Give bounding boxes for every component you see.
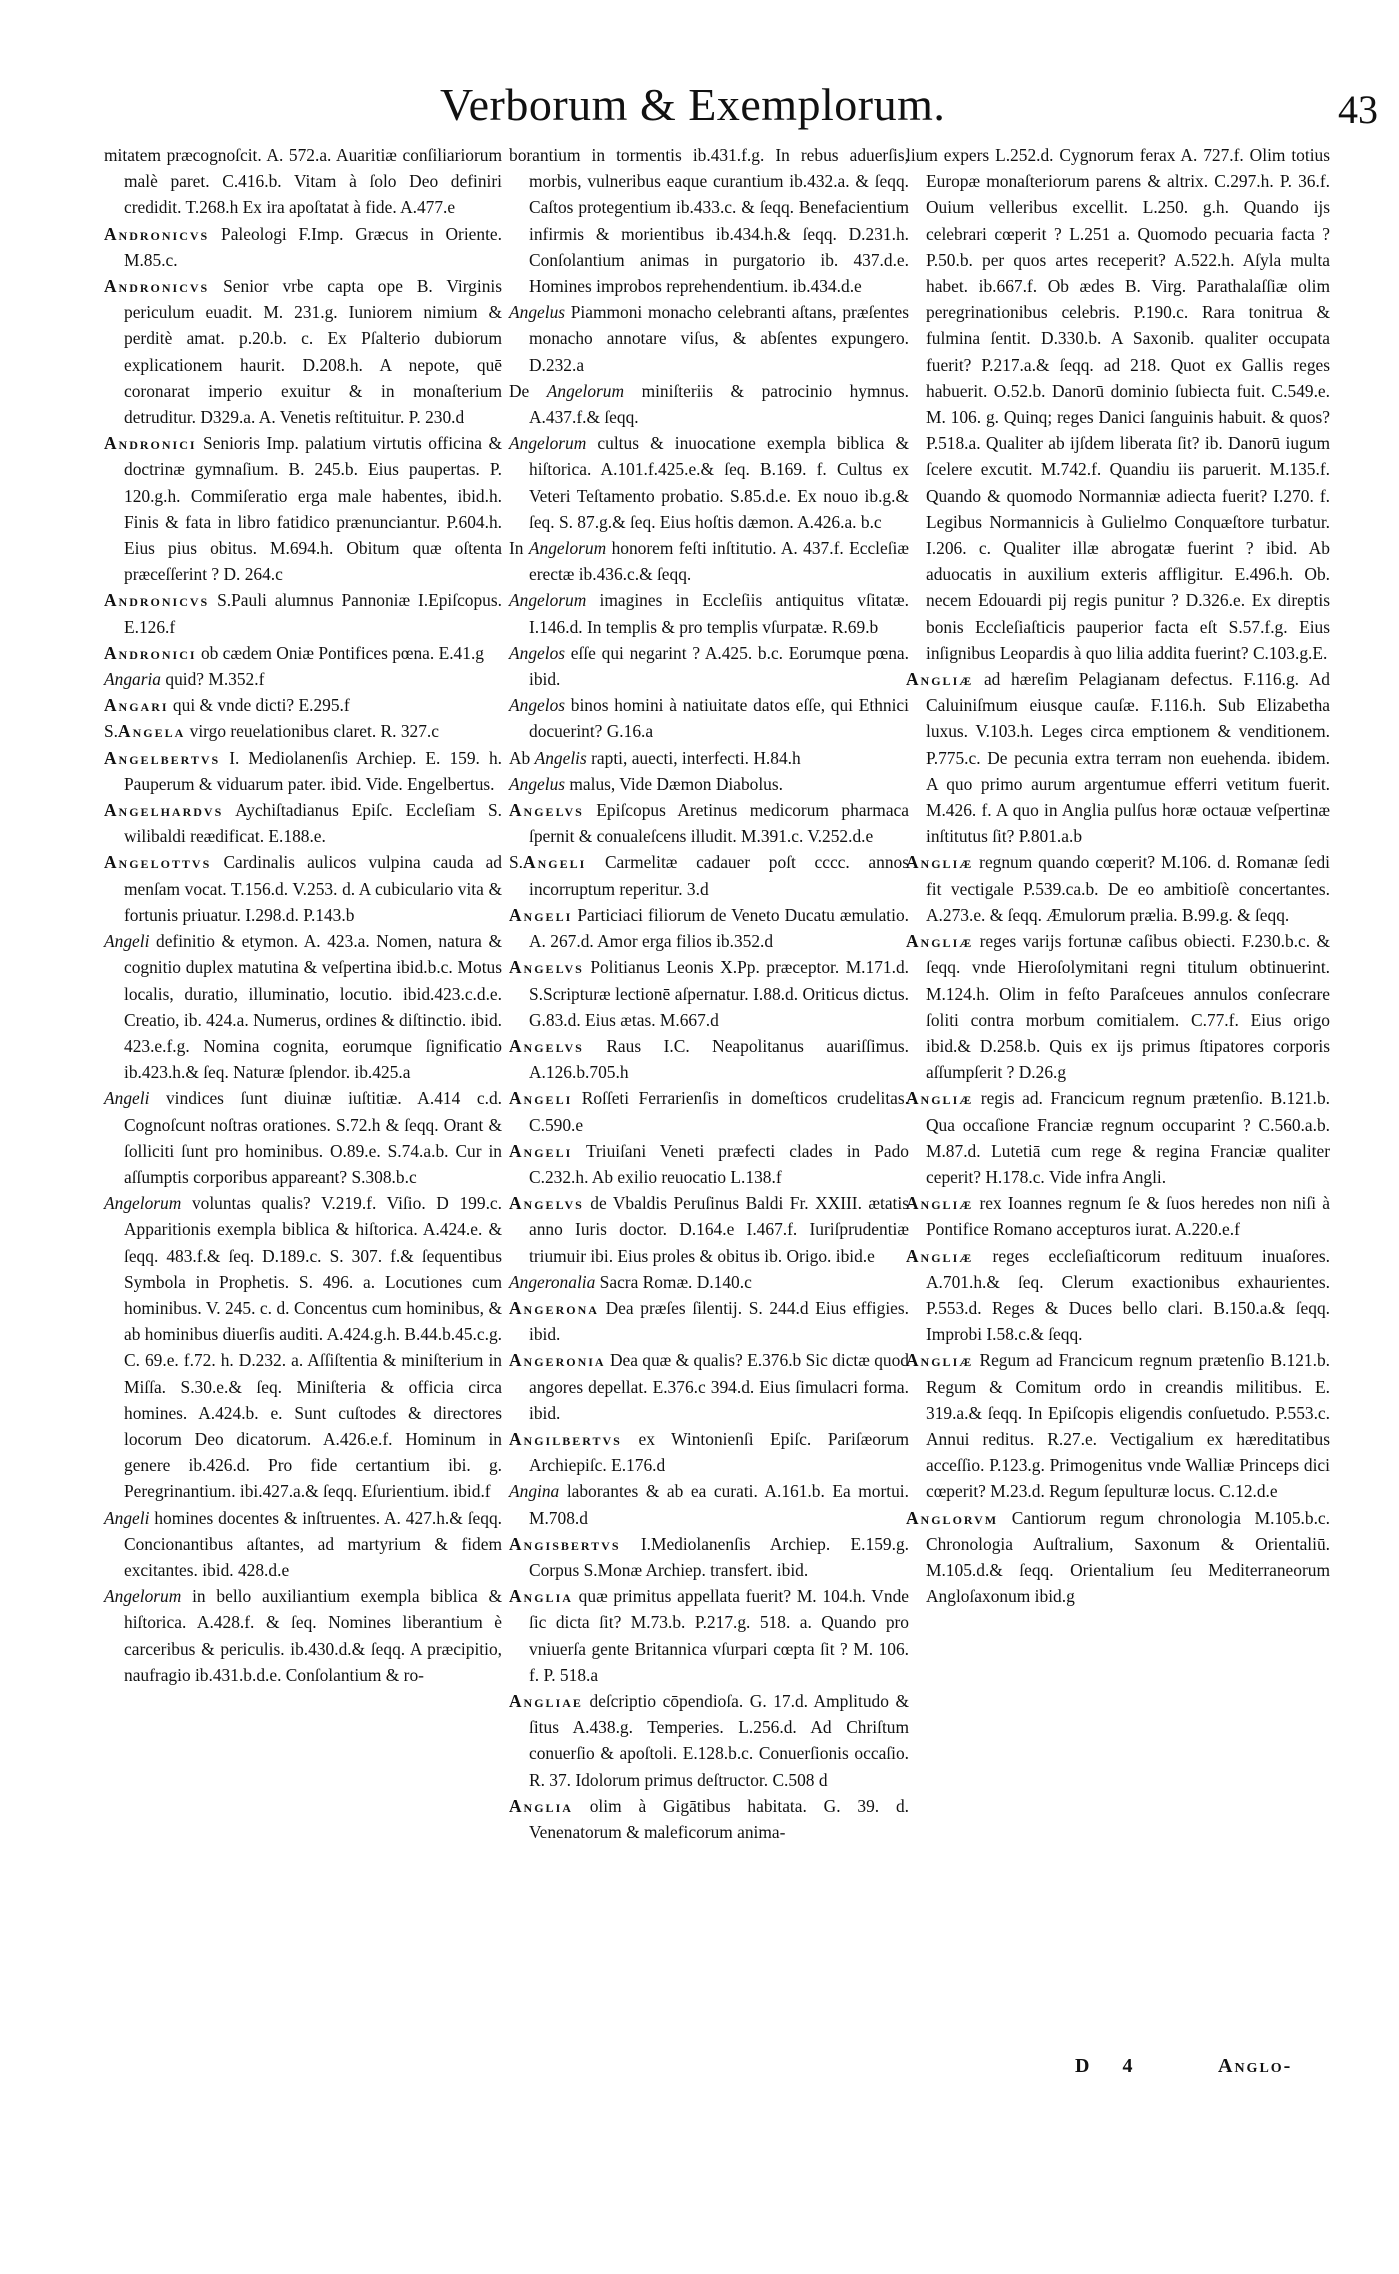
entry-text: homines docentes & inſtruentes. A. 427.h.& ſeqq. Concionantibus aſtantes, ad martyrium & fidem excitantes. ibid. 428.d.e [124, 1507, 502, 1580]
entry-text: quid? M.352.f [165, 669, 265, 690]
index-entry [509, 1583, 909, 1688]
entry-headword: Angeli [509, 904, 573, 925]
entry-headword: Angelbertvs [104, 747, 221, 768]
index-entry [104, 640, 502, 666]
entry-italic-headword: Angina [509, 1481, 560, 1502]
entry-italic-headword: Angeli [104, 931, 150, 952]
index-entry [509, 797, 909, 849]
entry-italic-headword: Angelorum [509, 590, 587, 611]
entry-text: reges varijs fortunæ caſibus obiecti. F.230.b.c. & ſeqq. vnde Hieroſolymitani regni titulum obtinuerint. M.124.h. Olim in feſto Paraſceues annulos conſecrare ſoliti contra morbum comitialem. C.77.f. Eius origo ibid.& D.258.b. Quis ex ijs primus ſtipatores corporis aſſumpſerit ? D.26.g [926, 931, 1330, 1083]
index-entry [906, 142, 1330, 666]
entry-text: ad hæreſim Pelagianam defectus. F.116.g. Ad Caluiniſmum eiusque cauſæ. F.116.h. Sub Elizabetha luxus. V.103.h. Leges circa emptionem & venditionem. P.775.c. De pecunia extra terram non euehenda. ibidem. A quo primo aurum argentumue efferri vetitum fuerit. M.426. f. A quo in Anglia pulſus horæ octauæ veſpertinæ inſtitutus ſit? P.801.a.b [926, 669, 1330, 847]
entry-headword: Angelvs [509, 1035, 584, 1056]
entry-text: Politianus Leonis X.Pp. præceptor. M.171.d. S.Scripturæ lectionē aſpernatur. I.88.d. Oriticus dictus. G.83.d. Eius ætas. M.667.d [529, 957, 909, 1030]
entry-text: malus, Vide Dæmon Diabolus. [569, 773, 783, 794]
entry-headword: Angilbertvs [509, 1428, 622, 1449]
entry-text: honorem feſti inſtitutio. A. 437.f. Eccleſiæ erectæ ib.436.c.& ſeqq. [529, 538, 909, 585]
index-entry [104, 142, 502, 221]
entry-headword: Angela [118, 721, 186, 742]
entry-text: Dea quæ & qualis? E.376.b Sic dictæ quod angores depellat. E.376.c 394.d. Eius ſimulacri forma. ibid. [529, 1350, 909, 1423]
entry-headword: Angliæ [906, 1088, 974, 1109]
index-entry [509, 849, 909, 901]
index-entry [509, 1033, 909, 1085]
index-entry [509, 1347, 909, 1426]
entry-text: cultus & inuocatione exempla biblica & hiſtorica. A.101.f.425.e.& ſeq. B.169. f. Cultus ex Veteri Teſtamento probatio. S.85.d.e. Ex nouo ib.g.& ſeq. S. 87.g.& ſeq. Eius hoſtis dæmon. A.426.a. b.c [529, 433, 909, 532]
index-entry [906, 1505, 1330, 1610]
entry-text: vindices ſunt diuinæ iuſtitiæ. A.414 c.d. Cognoſcunt noſtras orationes. S.72.h & ſeqq. Orant & ſolliciti ſunt pro hominibus. O.89.e. S.74.a.b. Cur in aſſumptis corporibus appareant? S.308.b.c [124, 1088, 502, 1187]
entry-headword: Angeli [523, 852, 587, 873]
entry-italic-headword: Angelorum [509, 433, 587, 454]
entry-text: quæ primitus appellata fuerit? M. 104.h. Vnde ſic dicta ſit? M.73.b. P.217.g. 518. a. Quando pro vniuerſa gente Britannica vſurpari cœpta ſit ? M. 106. f. P. 518.a [529, 1586, 909, 1685]
entry-italic-headword: Angelorum [546, 380, 625, 401]
entry-headword: Angelottvs [104, 852, 212, 873]
entry-text: I. Mediolanenſis Archiep. E. 159. h. Pauperum & viduarum pater. ibid. Vide. Engelbertus. [124, 747, 502, 794]
entry-headword: Anglia [509, 1795, 573, 1816]
entry-text: Roſſeti Ferrarienſis in domeſticos crudelitas. C.590.e [529, 1088, 909, 1135]
index-entry [509, 535, 909, 587]
entry-headword: Angeli [509, 1140, 573, 1161]
entry-headword: Angelhardvs [104, 800, 224, 821]
entry-text: miniſteriis & patrocinio hymnus. A.437.f.& ſeqq. [529, 380, 909, 428]
entry-italic-headword: Angelus [509, 302, 566, 323]
entry-italic-headword: Angelorum [528, 538, 607, 559]
entry-text: voluntas qualis? V.219.f. Viſio. D 199.c. Apparitionis exempla biblica & hiſtorica. A.424.e. & ſeqq. 483.f.& ſeq. D.189.c. S. 307. f.& ſequentibus Symbola in Prophetis. S. 496. a. Locutiones cum hominibus. V. 245. c. d. Concentus cum hominibus, & ab hominibus diuerſis auditi. A.424.g.h. B.44.b.45.c.g. C. 69.e. f.72. h. D.232. a. Aſſiſtentia & miniſterium in Miſſa. S.30.e.& ſeq. Miniſteria & officia circa homines. A.424.b. e. Sunt cuſtodes & directores locorum Deo dicatorum. A.426.e.f. Hominum in genere ib.426.d. Pro fide certantium ibi. g. Peregrinantium. ibi.427.a.& ſeqq. Eſurientium. ibid.f [124, 1193, 502, 1502]
entry-text: S.Pauli alumnus Pannoniæ I.Epiſcopus. E.126.f [124, 590, 502, 637]
index-entry [509, 902, 909, 954]
entry-text: regnum quando cœperit? M.106. d. Romanæ ſedi fit vectigale P.539.ca.b. De eo ambitioſè concertantes. A.273.e. & ſeqq. Æmulorum prælia. B.99.g. & ſeqq. [926, 852, 1330, 925]
index-entry [509, 1426, 909, 1478]
entry-italic-headword: Angelus [509, 773, 566, 794]
index-entry [104, 430, 502, 587]
index-entry [509, 378, 909, 430]
entry-italic-headword: Angaria [104, 669, 162, 690]
entry-text: Particiaci filiorum de Veneto Ducatu æmulatio. A. 267.d. Amor erga filios ib.352.d [529, 904, 909, 952]
entry-prefix: In [509, 538, 529, 559]
entry-headword: Angliæ [906, 1245, 974, 1266]
entry-headword: Angelvs [509, 800, 584, 821]
entry-headword: Angliæ [906, 1193, 974, 1214]
index-entry [509, 771, 909, 797]
entry-text: definitio & etymon. A. 423.a. Nomen, natura & cognitio duplex matutina & veſpertina ibid.b.c. Motus localis, duratio, illuminatio, locutio. ibid.423.c.d.e. Creatio, ib. 424.a. Numerus, ordines & diſtinctio. ibid. 423.e.f.g. Nomina cognita, eorumque ſignificatio ib.423.h.& ſeq. Naturæ ſplendor. ib.425.a [124, 931, 502, 1083]
entry-text: in bello auxiliantium exempla biblica & hiſtorica. A.428.f. & ſeq. Nomines liberantium è carceribus & periculis. ib.430.d.& ſeqq. A præcipitio, naufragio ib.431.b.d.e. Conſolantium & ro- [124, 1586, 502, 1685]
index-entry [906, 1190, 1330, 1242]
running-header [0, 78, 1399, 138]
entry-headword: Andronicvs [104, 276, 210, 297]
index-entry [509, 142, 909, 299]
page-number: 43 [1338, 87, 1378, 132]
entry-text: Cantiorum regum chronologia M.105.b.c. Chronologia Auſtralium, Saxonum & Orientaliū. M.105.d.& ſeqq. Orientalium ſeu Mediterraneorum Angloſaxonum ibid.g [926, 1507, 1330, 1607]
index-entry [509, 692, 909, 744]
entry-italic-headword: Angeronalia [509, 1271, 596, 1292]
index-entry [509, 587, 909, 639]
index-entry [906, 1347, 1330, 1504]
index-entry [104, 587, 502, 639]
entry-headword: Angeli [509, 1088, 573, 1109]
entry-prefix: De [509, 380, 547, 401]
catchword: Anglo- [1218, 2055, 1293, 2077]
entry-italic-headword: Angelos [509, 642, 566, 663]
index-entry [509, 1793, 909, 1845]
entry-prefix: Ab [509, 747, 535, 768]
entry-text: Epiſcopus Aretinus medicorum pharmaca ſpernit & conualeſcens illudit. M.391.c. V.252.d.e [529, 800, 909, 847]
entry-text: Senioris Imp. palatium virtutis officina & doctrinæ gymnaſium. B. 245.b. Eius paupertas. P. 120.g.h. Commiſeratio erga male habentes, ibid.h. Finis & fata in libro fatidico prænunciantur. P.604.h. Eius pius obitus. M.694.h. Obitum quæ oſtenta præceſſerint ? D. 264.c [124, 433, 502, 585]
index-entry [104, 928, 502, 1085]
entry-headword: Anglia [509, 1586, 573, 1607]
entry-headword: Angliæ [906, 852, 974, 873]
entry-text: I.Mediolanenſis Archiep. E.159.g. Corpus S.Monæ Archiep. transfert. ibid. [529, 1533, 909, 1580]
index-entry [509, 1478, 909, 1530]
entry-italic-headword: Angelis [534, 747, 587, 768]
entry-text: Senior vrbe capta ope B. Virginis periculum euadit. M. 231.g. Iuniorem nimium & perditè amat. p.20.b. c. Ex Pſalterio dubiorum explicationem haurit. D.208.h. A nepote, quē coronarat imperio exuitur & in monaſterium detruditur. D329.a. A. Venetis reſtituitur. P. 230.d [124, 276, 502, 428]
entry-text: Raus I.C. Neapolitanus auariſſimus. A.126.b.705.h [529, 1035, 909, 1083]
entry-text: virgo reuelationibus claret. R. 327.c [189, 721, 439, 742]
entry-text: borantium in tormentis ib.431.f.g. In rebus aduerſis, morbis, vulneribus eaque curantium ib.432.a. & ſeqq. Caſtos protegentium ib.433.c. & ſeqq. Benefacientium infirmis & morientibus ib.434.h.& ſeqq. D.231.h. Conſolantium animas in purgatorio ib. 437.d.e. Homines improbos reprehendentium. ib.434.d.e [509, 145, 909, 297]
index-entry [104, 1505, 502, 1584]
index-column-2 [509, 142, 909, 1845]
entry-italic-headword: Angelos [509, 695, 566, 716]
index-entry [509, 954, 909, 1033]
entry-text: Triuiſani Veneti præfecti clades in Pado C.232.h. Ab exilio reuocatio L.138.f [529, 1140, 909, 1187]
index-entry [104, 745, 502, 797]
index-entry [509, 1138, 909, 1190]
index-entry [509, 1531, 909, 1583]
entry-headword: Anglorvm [906, 1507, 999, 1528]
entry-text: Paleologi F.Imp. Græcus in Oriente. M.85.c. [124, 223, 502, 270]
entry-text: olim à Gigātibus habitata. G. 39. d. Venenatorum & maleficorum anima- [529, 1795, 909, 1842]
entry-text: rex Ioannes regnum ſe & ſuos heredes non niſi à Pontifice Romano accepturos iurat. A.220.e.f [926, 1193, 1330, 1240]
entry-headword: Andronicvs [104, 590, 210, 611]
entry-text: de Vbaldis Peruſinus Baldi Fr. XXIII. ætatis anno Iuris doctor. D.164.e I.467.f. Iuriſprudentiæ triumuir ibi. Eius proles & obitus ib. Origo. ibid.e [529, 1193, 909, 1266]
entry-headword: Angelvs [509, 1193, 584, 1214]
entry-headword: Andronici [104, 433, 197, 454]
index-entry [104, 221, 502, 273]
index-entry [906, 928, 1330, 1085]
entry-text: Regum ad Francicum regnum prætenſio B.121.b. Regum & Comitum ordo in creandis militibus. E. 319.a.& ſeqq. In Epiſcopis eligendis conſuetudo. P.553.c. Annui reditus. R.27.e. Vectigalium ex hæreditatibus acceſſio. P.123.g. Primogenitus vnde Walliæ Princeps dici cœperit? M.23.d. Regum ſepulturæ locus. C.12.d.e [926, 1350, 1330, 1502]
entry-text: ob cædem Oniæ Pontifices pœna. E.41.g [200, 642, 484, 663]
entry-text: regis ad. Francicum regnum prætenſio. B.121.b. Qua occaſione Franciæ regnum occuparint ? C.560.a.b. M.87.d. Lutetiā cum rege & regina Franciæ qualiter ceperit? H.178.c. Vide infra Angli. [926, 1088, 1330, 1187]
entry-headword: Andronici [104, 642, 197, 663]
index-entry [104, 666, 502, 692]
entry-italic-headword: Angeli [104, 1088, 150, 1109]
entry-italic-headword: Angeli [104, 1507, 150, 1528]
index-entry [509, 1085, 909, 1137]
entry-text: qui & vnde dicti? E.295.f [172, 695, 350, 716]
entry-italic-headword: Angelorum [104, 1586, 182, 1607]
entry-text: rapti, auecti, interfecti. H.84.h [591, 747, 801, 768]
entry-prefix: S. [509, 852, 524, 873]
index-entry [104, 797, 502, 849]
index-entry [509, 430, 909, 535]
index-entry [906, 849, 1330, 928]
entry-italic-headword: Angelorum [104, 1193, 182, 1214]
index-entry [104, 1583, 502, 1688]
index-entry [509, 745, 909, 771]
index-entry [104, 1085, 502, 1190]
entry-text: imagines in Eccleſiis antiquitus vſitatæ. I.146.d. In templis & pro templis vſurpatæ. R.69.b [529, 590, 909, 637]
index-entry [906, 1085, 1330, 1190]
index-entry [509, 299, 909, 378]
signature-mark: D 4 [1075, 2055, 1147, 2077]
entry-headword: Angliæ [906, 669, 974, 690]
index-entry [104, 273, 502, 430]
index-entry [509, 1269, 909, 1295]
entry-text: ex Wintonienſi Epiſc. Pariſæorum Archiepiſc. E.176.d [529, 1428, 909, 1476]
entry-headword: Angari [104, 695, 169, 716]
index-entry [509, 640, 909, 692]
entry-text: Dea præſes ſilentij. S. 244.d Eius effigies. ibid. [529, 1297, 909, 1345]
entry-prefix: S. [104, 721, 119, 742]
entry-text: reges eccleſiaſticorum redituum inuaſores. A.701.h.& ſeq. Clerum exactionibus exhaurientes. P.553.d. Reges & Duces bello clari. B.150.a.& ſeqq. Improbi I.58.c.& ſeqq. [926, 1245, 1330, 1345]
entry-headword: Angerona [509, 1297, 599, 1318]
entry-text: eſſe qui negarint ? A.425. b.c. Eorumque pœna. ibid. [529, 642, 909, 690]
entry-text: deſcriptio cōpendioſa. G. 17.d. Amplitudo & ſitus A.438.g. Temperies. L.256.d. Ad Chriſtum conuerſio & apoſtoli. E.128.b.c. Conuerſionis occaſio. R. 37. Idolorum primus deſtructor. C.508 d [529, 1690, 909, 1790]
entry-text: laborantes & ab ea curati. A.161.b. Ea mortui. M.708.d [529, 1481, 909, 1528]
entry-text: Sacra Romæ. D.140.c [599, 1271, 752, 1292]
entry-text: lium expers L.252.d. Cygnorum ferax A. 727.f. Olim totius Europæ monaſteriorum parens & altrix. C.297.h. P. 36.f. Ouium velleribus excellit. L.250. g.h. Quando ijs celebrari cœperit ? L.251 a. Quomodo pecuaria facta ? P.50.b. per quos artes receperit? A.522.h. Aſyla multa habet. ib.667.f. Ob ædes B. Virg. Parathalaſſiæ olim peregrinationibus celebris. P.190.c. Rara tonitrua & fulmina ſentit. D.330.b. A Saxonib. qualiter occupata fuerit? P.217.a.& ſeqq. ad 218. Quot ex Gallis reges habuerit. O.52.b. Danorū dominio ſubiecta fuit. C.549.e. M. 106. g. Quinq; reges Danici ſanguinis habuit. & quos? P.518.a. Qualiter ab ijſdem liberata ſit? ib. Danorū iugum ſcelere excutit. M.742.f. Quandiu iis paruerit. M.135.f. Quando & quomodo Normanniæ adiecta fuerit? I.270. f. Legibus Normannicis à Gulielmo Conquæſtore turbatur. I.206. c. Qualiter illæ abrogatæ fuerint ? ibid. Ab aduocatis in auxilium exteris affligitur. E.496.h. Ob. necem Edouardi pij regis punitur ? D.326.e. Ex direptis bonis Eccleſiaſticis pauperior facta eſt S.57.f.g. Eius inſignibus Leopardis à quo lilia addita fuerint? C.103.g.E. [906, 145, 1330, 663]
entry-headword: Angeronia [509, 1350, 606, 1371]
entry-text: Aychiſtadianus Epiſc. Eccleſiam S. wilibaldi reædificat. E.188.e. [124, 800, 502, 847]
index-entry [509, 1688, 909, 1793]
index-column-1 [104, 142, 502, 1688]
index-entry [104, 692, 502, 718]
index-entry [104, 718, 502, 744]
running-title: Verborum & Exemplorum. [440, 79, 946, 130]
index-entry [104, 1190, 502, 1504]
entry-text: Carmelitæ cadauer poſt cccc. annos incorruptum reperitur. 3.d [529, 852, 909, 899]
entry-text: mitatem præcognoſcit. A. 572.a. Auaritiæ conſiliariorum malè paret. C.416.b. Vitam à ſolo Deo definiri credidit. T.268.h Ex ira apoſtatat à fide. A.477.e [104, 145, 502, 218]
entry-headword: Andronicvs [104, 223, 210, 244]
index-column-3 [906, 142, 1330, 1609]
entry-text: Cardinalis aulicos vulpina cauda ad menſam vocat. T.156.d. V.253. d. A cubiculario vita & fortunis priuatur. I.298.d. P.143.b [124, 852, 502, 925]
page-footer [0, 2055, 1399, 2095]
index-entry [906, 666, 1330, 849]
entry-text: binos homini à natiuitate datos eſſe, qui Ethnici docuerint? G.16.a [529, 695, 909, 742]
entry-headword: Angelvs [509, 957, 584, 978]
entry-headword: Angisbertvs [509, 1533, 621, 1554]
entry-headword: Angliæ [906, 1350, 974, 1371]
entry-text: Piammoni monacho celebranti aſtans, præſentes monacho annotare viſus, & abſentes expungero. D.232.a [529, 302, 910, 375]
index-entry [906, 1243, 1330, 1348]
index-entry [509, 1295, 909, 1347]
index-entry [104, 849, 502, 928]
entry-headword: Angliae [509, 1690, 583, 1711]
entry-headword: Angliæ [906, 931, 974, 952]
index-entry [509, 1190, 909, 1269]
